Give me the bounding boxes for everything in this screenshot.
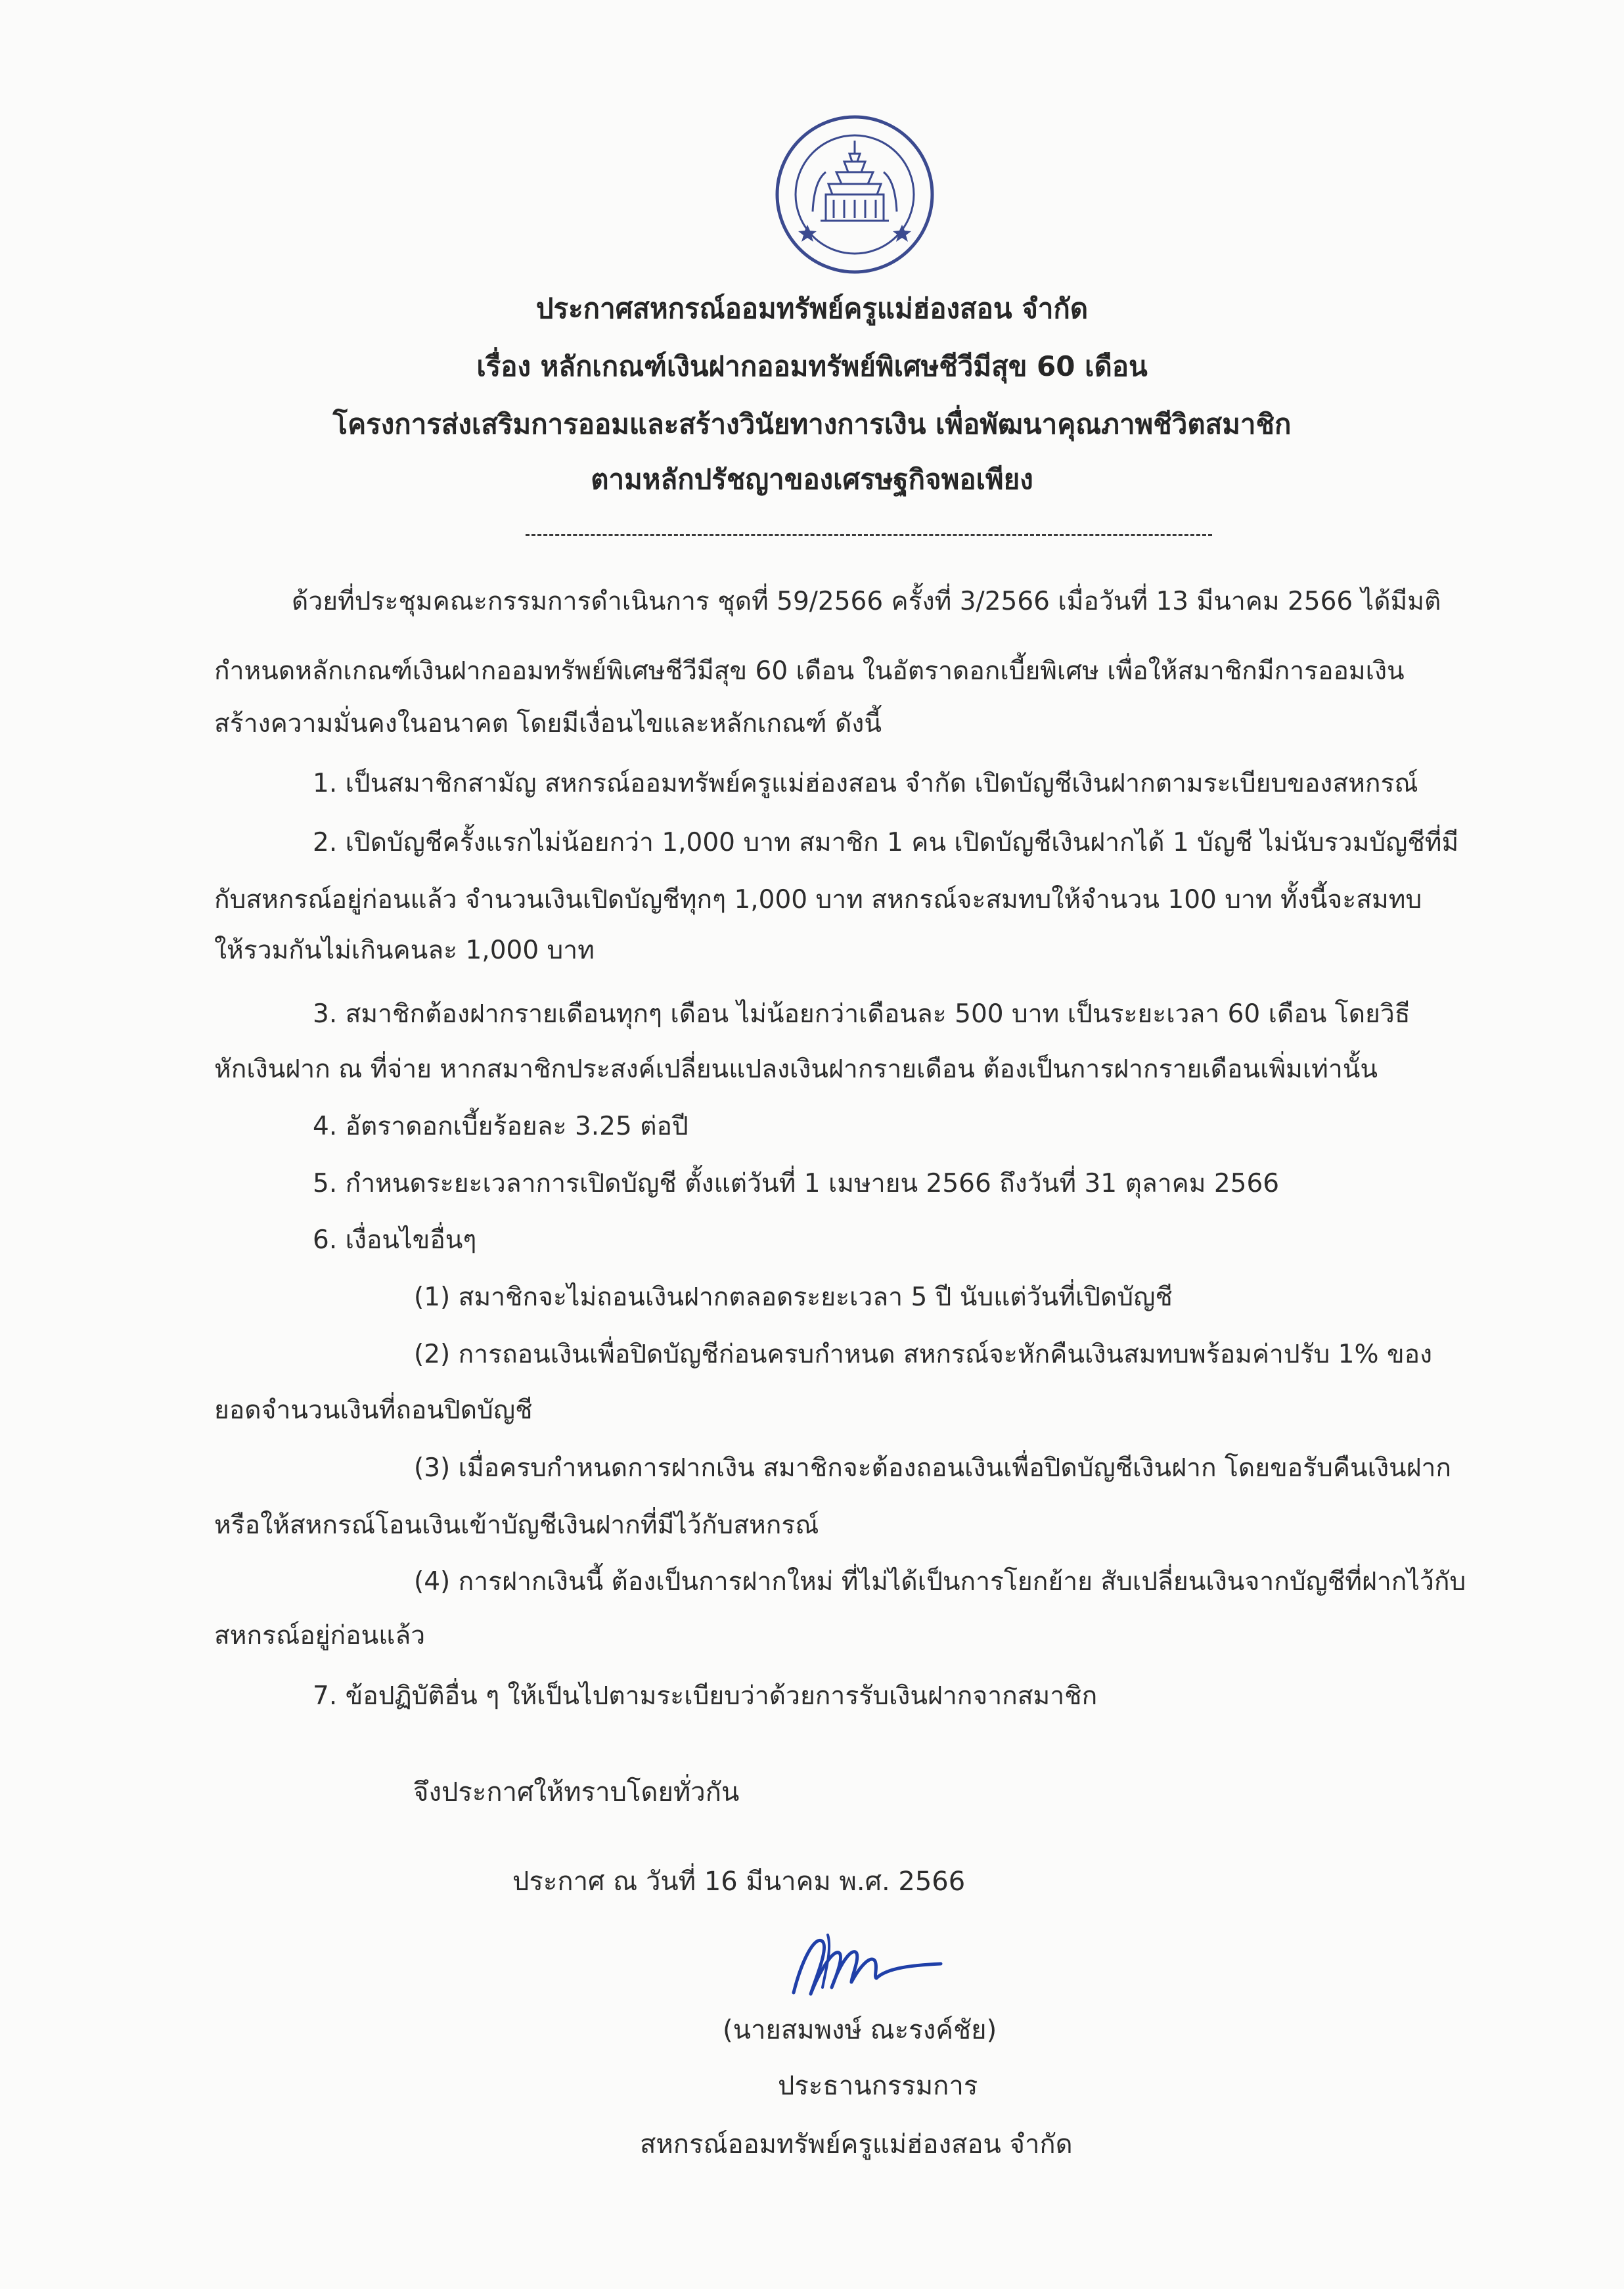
principle-title: ตามหลักปรัชญาของเศรษฐกิจพอเพียง	[591, 463, 1033, 495]
condition-item-2: 2. เปิดบัญชีครั้งแรกไม่น้อยกว่า 1,000 บาท สมาชิก 1 คน เปิดบัญชีเงินฝากได้ 1 บัญชี ไม่นับรวมบัญชีที่มี	[313, 828, 1459, 857]
intro-line: สร้างความมั่นคงในอนาคต โดยมีเงื่อนไขและหลักเกณฑ์ ดังนี้	[214, 709, 882, 738]
project-title: โครงการส่งเสริมการออมและสร้างวินัยทางการเงิน เพื่อพัฒนาคุณภาพชีวิตสมาชิก	[332, 408, 1292, 440]
subcondition-3-cont: หรือให้สหกรณ์โอนเงินเข้าบัญชีเงินฝากที่มีไว้กับสหกรณ์	[214, 1510, 819, 1540]
condition-item-5: 5. กำหนดระยะเวลาการเปิดบัญชี ตั้งแต่วันที่ 1 เมษายน 2566 ถึงวันที่ 31 ตุลาคม 2566	[313, 1169, 1280, 1198]
announcement-date: ประกาศ ณ วันที่ 16 มีนาคม พ.ศ. 2566	[512, 1867, 966, 1897]
condition-item-2-cont: ให้รวมกันไม่เกินคนละ 1,000 บาท	[214, 936, 595, 965]
condition-item-4: 4. อัตราดอกเบี้ยร้อยละ 3.25 ต่อปี	[313, 1112, 688, 1141]
subcondition-3: (3) เมื่อครบกำหนดการฝากเงิน สมาชิกจะต้องถอนเงินเพื่อปิดบัญชีเงินฝาก โดยขอรับคืนเงินฝาก	[414, 1453, 1452, 1483]
intro-line: กำหนดหลักเกณฑ์เงินฝากออมทรัพย์พิเศษชีวีมีสุข 60 เดือน ในอัตราดอกเบี้ยพิเศษ เพื่อให้สมาชิกมีการออมเงิน	[214, 656, 1405, 686]
announcement-subject: เรื่อง หลักเกณฑ์เงินฝากออมทรัพย์พิเศษชีวีมีสุข 60 เดือน	[476, 350, 1148, 382]
subcondition-2-cont: ยอดจำนวนเงินที่ถอนปิดบัญชี	[214, 1395, 533, 1425]
closing-announce: จึงประกาศให้ทราบโดยทั่วกัน	[413, 1777, 740, 1807]
condition-item-7: 7. ข้อปฏิบัติอื่น ๆ ให้เป็นไปตามระเบียบว่าด้วยการรับเงินฝากจากสมาชิก	[313, 1681, 1098, 1711]
condition-item-1: 1. เป็นสมาชิกสามัญ สหกรณ์ออมทรัพย์ครูแม่ฮ่องสอน จำกัด เปิดบัญชีเงินฝากตามระเบียบของสหกรณ์	[313, 769, 1418, 798]
intro-line: ด้วยที่ประชุมคณะกรรมการดำเนินการ ชุดที่ 59/2566 ครั้งที่ 3/2566 เมื่อวันที่ 13 มีนาคม 2566 ได้มีมติ	[292, 587, 1441, 616]
subcondition-2: (2) การถอนเงินเพื่อปิดบัญชีก่อนครบกำหนด สหกรณ์จะหักคืนเงินสมทบพร้อมค่าปรับ 1% ของ	[414, 1340, 1433, 1369]
condition-item-2-cont: กับสหกรณ์อยู่ก่อนแล้ว จำนวนเงินเปิดบัญชีทุกๆ 1,000 บาท สหกรณ์จะสมทบให้จำนวน 100 บาท ทั้งนี้จะสมทบ	[214, 885, 1422, 915]
subcondition-4-cont: สหกรณ์อยู่ก่อนแล้ว	[214, 1621, 426, 1650]
condition-item-6: 6. เงื่อนไขอื่นๆ	[313, 1225, 477, 1255]
subcondition-4: (4) การฝากเงินนี้ ต้องเป็นการฝากใหม่ ที่ไม่ได้เป็นการโยกย้าย สับเปลี่ยนเงินจากบัญชีที่ฝากไว้กับ	[414, 1567, 1466, 1597]
announcement-title: ประกาศสหกรณ์ออมทรัพย์ครูแม่ฮ่องสอน จำกัด	[535, 292, 1089, 325]
header-divider	[526, 534, 1212, 536]
signatory-position: ประธานกรรมการ	[778, 2071, 978, 2101]
condition-item-3-cont: หักเงินฝาก ณ ที่จ่าย หากสมาชิกประสงค์เปลี่ยนแปลงเงินฝากรายเดือน ต้องเป็นการฝากรายเดือนเพิ่มเท่านั้น	[214, 1054, 1378, 1084]
subcondition-1: (1) สมาชิกจะไม่ถอนเงินฝากตลอดระยะเวลา 5 ปี นับแต่วันที่เปิดบัญชี	[414, 1282, 1173, 1312]
cooperative-seal-icon	[773, 113, 936, 276]
condition-item-3: 3. สมาชิกต้องฝากรายเดือนทุกๆ เดือน ไม่น้อยกว่าเดือนละ 500 บาท เป็นระยะเวลา 60 เดือน โดยวิธี	[313, 999, 1410, 1029]
signatory-name: (นายสมพงษ์ ณะรงค์ชัย)	[723, 2015, 997, 2045]
signatory-organization: สหกรณ์ออมทรัพย์ครูแม่ฮ่องสอน จำกัด	[640, 2129, 1073, 2160]
signature-icon	[788, 1922, 949, 2004]
